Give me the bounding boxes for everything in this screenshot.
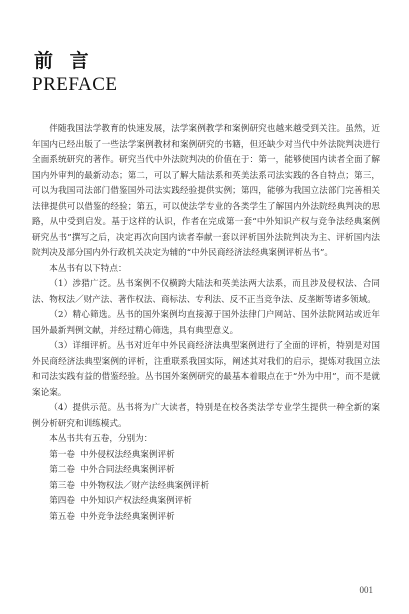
volume-title: 中外物权法／财产法经典案例评析 (80, 480, 210, 491)
page-title-en: PREFACE (32, 74, 118, 95)
volume-number: 第二卷 (49, 465, 75, 475)
paragraph: （2）精心筛选。丛书的国外案例均直接源于国外法律门户网站、国外法院网站或近年国外最新判例文献，并经过精心筛选，具有典型意义。 (32, 310, 380, 336)
paragraph: 本丛书共有五卷，分别为： (49, 434, 153, 444)
volume-number: 第五卷 (49, 511, 75, 522)
page-title-zh: 前 言 (34, 50, 94, 72)
preface-body (32, 122, 380, 525)
list-item (32, 463, 380, 479)
paragraph: （3）详细评析。丛书对近年中外民商经济法典型案例进行了全面的评析，特别是对国外民商经济法典型案例的评析，注重联系我国实际，阐述其对我们的启示，提炼对我国立法和司法实践有益的借鉴经验。丛书国外案例研究的最基本着眼点在于“外为中用”，而不是就案论案。 (32, 341, 380, 398)
paragraph: （1）涉猎广泛。丛书案例不仅横跨大陆法和英美法两大法系，而且涉及侵权法、合同法、物权法／财产法、著作权法、商标法、专利法、反不正当竞争法、反垄断等诸多领域。 (32, 279, 380, 305)
paragraph: （4）提供示范。丛书将为广大读者，特别是在校各类法学专业学生提供一种全新的案例分析研究和训练模式。 (32, 403, 380, 429)
volume-number: 第三卷 (49, 480, 75, 491)
volume-title: 中外知识产权法经典案例评析 (80, 496, 192, 506)
volume-title: 中外竞争法经典案例评析 (80, 511, 175, 522)
list-item (32, 510, 380, 526)
list-item (32, 448, 380, 464)
page-number: 001 (359, 585, 373, 595)
volume-list (32, 448, 380, 526)
volume-number: 第一卷 (49, 449, 75, 460)
paragraph: 伴随我国法学教育的快速发展，法学案例教学和案例研究也越来越受到关注。虽然，近年国内已经出版了一些法学案例教材和案例研究的书籍，但还缺少对当代中外法院判决进行全面系统研究的著作。研究当代中外法院判决的价值在于：第一，能够使国内读者全面了解国内外审判的最新动态；第二，可以了解大陆法系和英美法系司法实践的各自特点；第三，可以为我国司法部门借鉴国外司法实践经验提供实例；第四，能够为我国立法部门完善相关法律提供可以借鉴的经验；第五，可以使法学专业的各类学生了解国内外法院经典判决的思路，从中受到启发。基于这样的认识，作者在完成第一套“中外知识产权与竞争法经典案例研究丛书”撰写之后，决定再次向国内读者奉献一套以评析国外法院判决为主、评析国内法院判决及部分国内外行政机关决定为辅的“中外民商经济法经典案例评析丛书”。 (32, 124, 380, 258)
paragraph: 本丛书有以下特点： (49, 263, 127, 274)
list-item (32, 494, 380, 510)
volume-title: 中外合同法经典案例评析 (80, 465, 175, 475)
volume-number: 第四卷 (49, 496, 75, 506)
list-item (32, 479, 380, 495)
volume-title: 中外侵权法经典案例评析 (80, 449, 175, 460)
